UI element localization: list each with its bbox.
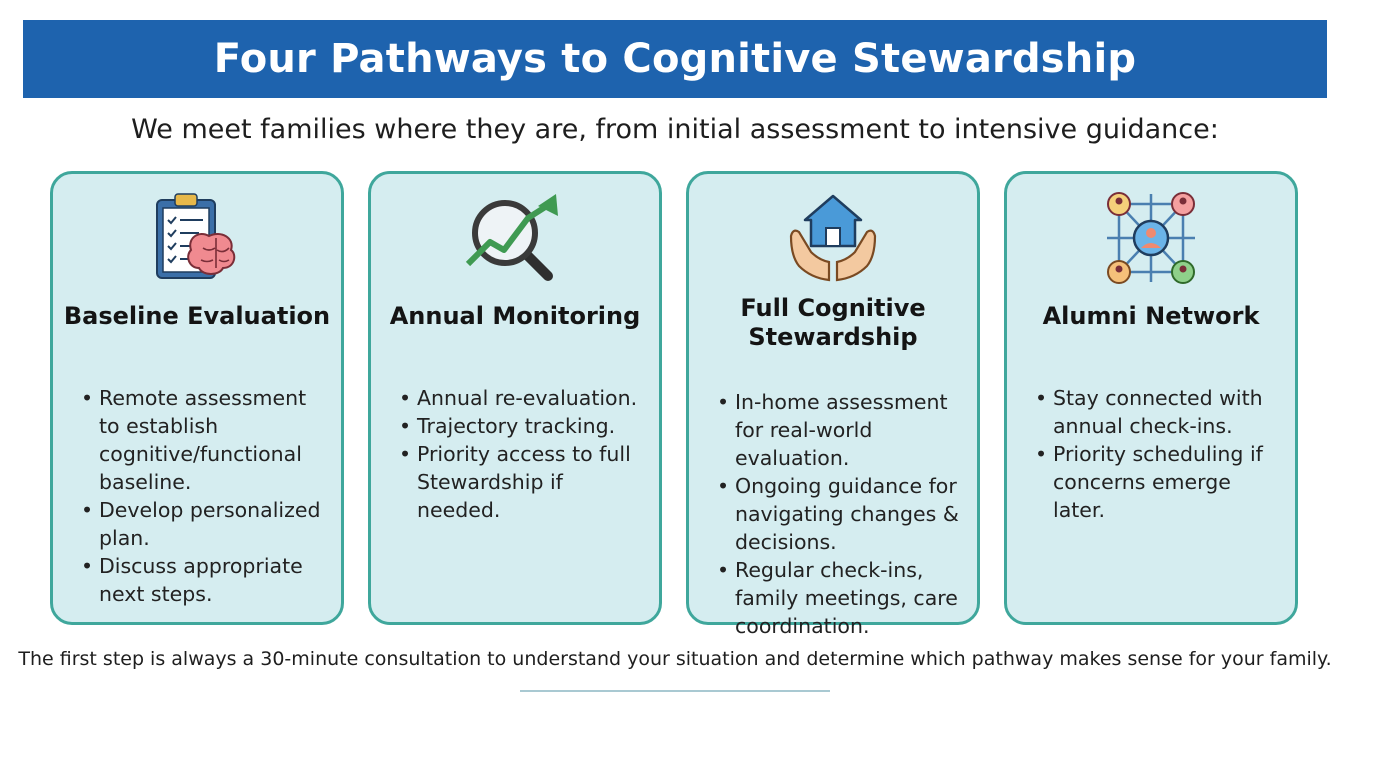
card-alumni-network [1004,171,1298,625]
people-network-icon [1007,188,1295,288]
clipboard-brain-icon [53,188,341,288]
magnifier-trend-icon [371,188,659,288]
title-banner [23,20,1327,98]
card-title: Full Cognitive Stewardship [740,294,926,351]
card-annual-monitoring [368,171,662,625]
list-item: • In-home assessment for real-world evaluation. [735,388,969,472]
list-item: • Stay connected with annual check-ins. [1053,384,1287,440]
list-item: • Annual re-evaluation. [417,384,651,412]
card-list [1053,384,1287,524]
card-list [417,384,651,524]
list-item: • Discuss appropriate next steps. [99,552,333,608]
subtitle: We meet families where they are, from initial assessment to intensive guidance: [131,114,1219,145]
hands-house-icon [689,188,977,288]
list-item: • Remote assessment to establish cognitive/functional baseline. [99,384,333,496]
list-item: • Regular check-ins, family meetings, care coordination. [735,556,969,640]
divider [520,690,830,692]
page-title: Four Pathways to Cognitive Stewardship [213,36,1137,82]
list-item: • Trajectory tracking. [417,412,651,440]
list-item: • Priority scheduling if concerns emerge later. [1053,440,1287,524]
card-title: Alumni Network [1042,302,1260,330]
list-item: • Ongoing guidance for navigating changes & decisions. [735,472,969,556]
list-item: • Develop personalized plan. [99,496,333,552]
card-baseline-evaluation [50,171,344,625]
card-title: Baseline Evaluation [63,302,331,330]
card-title: Annual Monitoring [389,302,641,330]
card-full-cognitive-stewardship [686,171,980,638]
footer-note: The first step is always a 30-minute consultation to understand your situation and determine which pathway makes sense for your family. [18,648,1332,670]
card-list [735,388,969,640]
list-item: • Priority access to full Stewardship if needed. [417,440,651,524]
card-list [99,384,333,608]
